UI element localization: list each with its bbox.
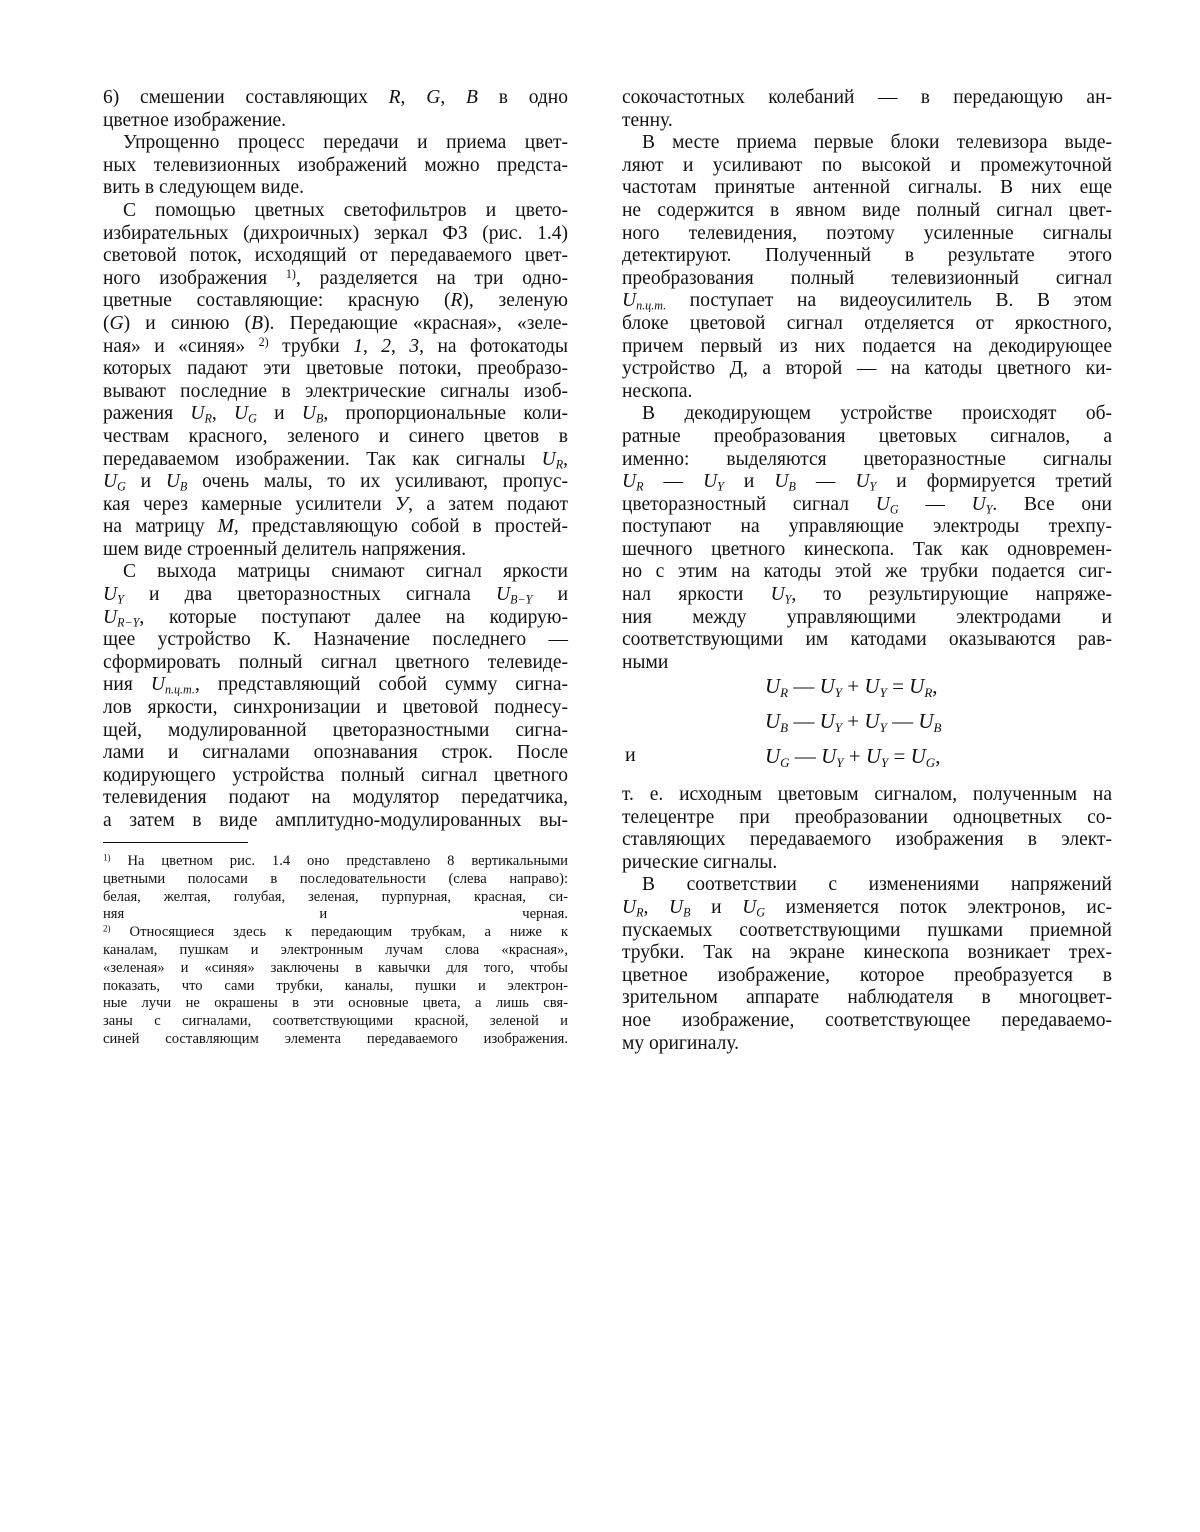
math-symbol: 3: [409, 336, 419, 357]
text-line: соответствующими им катодами оказываются рав-: [622, 629, 1112, 652]
text-line: т. е. исходным цветовым сигналом, полученным на: [622, 784, 1112, 807]
text-line: но с этим на катоды этой же трубки подается сиг-: [622, 561, 1112, 584]
text-line: кодирующего устройства полный сигнал цветного: [103, 765, 568, 788]
text-line: чествам красного, зеленого и синего цветов в: [103, 426, 568, 449]
math-subscript: Y: [986, 502, 993, 516]
text-line: цветное изображение, которое преобразуется в: [622, 965, 1112, 988]
math-subscript: R: [205, 412, 212, 426]
text-line: преобразования полный телевизионный сигнал: [622, 268, 1112, 291]
footnote-ref: 2): [103, 924, 111, 934]
math-symbol: U: [876, 494, 890, 515]
paragraph: [622, 403, 1112, 674]
equation-3: UG — UY + UY = UG,: [765, 744, 940, 769]
text-line: не содержится в явном виде полный сигнал цвет-: [622, 200, 1112, 223]
math-symbol: U: [909, 674, 924, 698]
text-line: пускаемых соответствующими пушками приемной: [622, 920, 1112, 943]
math-symbol: U: [765, 744, 780, 768]
text-line: зрительном аппарате наблюдателя в многоцвет-: [622, 987, 1112, 1010]
math-symbol: U: [864, 709, 879, 733]
math-subscript: R: [780, 685, 788, 700]
paragraph: [103, 87, 568, 132]
text-line: ного изображения 1), разделяется на три одно-: [103, 268, 568, 291]
text-line: вить в следующем виде.: [103, 177, 568, 200]
math-symbol: U: [911, 744, 926, 768]
math-symbol: U: [234, 403, 248, 424]
text-line: ния между управляющими электродами и: [622, 607, 1112, 630]
text-line: UR — UY и UB — UY и формируется третий: [622, 471, 1112, 494]
math-symbol: U: [820, 709, 835, 733]
text-line: передаваемом изображении. Так как сигналы UR,: [103, 449, 568, 472]
footnotes: [103, 853, 568, 1049]
text-line: шечного цветного кинескопа. Так как одновремен-: [622, 539, 1112, 562]
text-line: UR, UB и UG изменяется поток электронов, ис-: [622, 897, 1112, 920]
math-subscript: B: [683, 906, 690, 920]
text-line: показать, что сами трубки, каналы, пушки и электрон-: [103, 978, 568, 996]
text-line: С выхода матрицы снимают сигнал яркости: [103, 561, 568, 584]
math-symbol: U: [703, 471, 717, 492]
text-line: (G) и синюю (B). Передающие «красная», «зеле-: [103, 313, 568, 336]
math-symbol: U: [622, 471, 636, 492]
left-column: [103, 87, 568, 833]
text-line: телецентре при преобразовании одноцветных со-: [622, 807, 1112, 830]
text-line: ляют и усиливают по высокой и промежуточной: [622, 155, 1112, 178]
text-line: ные лучи не окрашены в эти основные цвета, а лишь свя-: [103, 995, 568, 1013]
text-line: UG и UB очень малы, то их усиливают, пропус-: [103, 471, 568, 494]
math-symbol: R: [451, 290, 463, 311]
math-symbol: U: [765, 709, 780, 733]
math-subscript: п.ц.т.: [165, 683, 195, 697]
math-symbol: U: [622, 290, 636, 311]
math-symbol: U: [151, 674, 165, 695]
equation-conjunction: и: [625, 744, 636, 767]
text-line: кая через камерные усилители У, а затем подают: [103, 494, 568, 517]
math-symbol: U: [771, 584, 785, 605]
math-subscript: G: [890, 502, 899, 516]
math-subscript: G: [926, 755, 935, 770]
math-symbol: U: [821, 744, 836, 768]
text-line: «зеленая» и «синяя» заключены в кавычки для того, чтобы: [103, 960, 568, 978]
math-symbol: U: [864, 674, 879, 698]
text-line: устройство Д, а второй — на катоды цветного ки-: [622, 358, 1112, 381]
text-line: няя и черная.: [103, 906, 568, 924]
text-line: которых падают эти цветовые потоки, преобразо-: [103, 358, 568, 381]
math-subscript: R−Y: [117, 615, 139, 629]
math-subscript: Y: [117, 593, 124, 607]
equation-1: UR — UY + UY = UR,: [765, 674, 938, 699]
math-symbol: U: [302, 403, 316, 424]
text-line: избирательных (дихроичных) зеркал ФЗ (рис. 1.4): [103, 223, 568, 246]
text-line: 2) Относящиеся здесь к передающим трубкам, а ниже к: [103, 924, 568, 942]
math-symbol: U: [742, 897, 756, 918]
math-symbol: G: [110, 313, 124, 334]
text-line: нал яркости UY, то результирующие напряже-: [622, 584, 1112, 607]
math-symbol: U: [622, 897, 636, 918]
math-symbol: U: [774, 471, 788, 492]
text-line: причем первый из них подается на декодирующее: [622, 336, 1112, 359]
text-line: ная» и «синяя» 2) трубки 1, 2, 3, на фотокатоды: [103, 336, 568, 359]
math-symbol: 2: [381, 336, 391, 357]
text-line: Упрощенно процесс передачи и приема цвет-: [103, 132, 568, 155]
math-symbol: R: [389, 87, 401, 108]
text-line: вывают последние в электрические сигналы изоб-: [103, 381, 568, 404]
math-subscript: G: [780, 755, 789, 770]
text-line: цветными полосами в последовательности (слева направо):: [103, 871, 568, 889]
text-line: поступают на управляющие электроды трехпу-: [622, 516, 1112, 539]
paragraph: [622, 874, 1112, 1055]
math-subscript: R: [636, 906, 643, 920]
math-subscript: R: [556, 457, 563, 471]
text-line: блоке цветовой сигнал отделяется от яркостного,: [622, 313, 1112, 336]
right-column-top: [622, 87, 1112, 674]
math-symbol: U: [765, 674, 780, 698]
math-symbol: U: [972, 494, 986, 515]
text-line: щей, модулированной цветоразностными сигна-: [103, 720, 568, 743]
text-line: С помощью цветных светофильтров и цвето-: [103, 200, 568, 223]
text-line: ных телевизионных изображений можно предста-: [103, 155, 568, 178]
math-subscript: Y: [870, 480, 877, 494]
math-subscript: G: [248, 412, 257, 426]
math-subscript: B: [780, 720, 788, 735]
text-line: 6) смешении составляющих R, G, B в одно: [103, 87, 568, 110]
text-line: ратные преобразования цветовых сигналов, а: [622, 426, 1112, 449]
text-line: ставляющих передаваемого изображения в элект-: [622, 829, 1112, 852]
math-subscript: Y: [717, 480, 724, 494]
text-line: 1) На цветном рис. 1.4 оно представлено 8 вертикальными: [103, 853, 568, 871]
math-subscript: B: [180, 480, 187, 494]
math-subscript: B: [933, 720, 941, 735]
text-line: ного телевидения, поэтому усиленные сигналы: [622, 223, 1112, 246]
text-line: цветные составляющие: красную (R), зеленую: [103, 290, 568, 313]
text-line: детектируют. Полученный в результате этого: [622, 245, 1112, 268]
text-line: именно: выделяются цветоразностные сигналы: [622, 449, 1112, 472]
text-line: каналам, пушкам и электронным лучам слова «красная»,: [103, 942, 568, 960]
paragraph: [622, 132, 1112, 403]
text-line: щее устройство К. Назначение последнего —: [103, 629, 568, 652]
math-subscript: Y: [880, 720, 887, 735]
text-line: трубки. Так на экране кинескопа возникает трех-: [622, 942, 1112, 965]
text-line: В месте приема первые блоки телевизора выде-: [622, 132, 1112, 155]
footnote-ref: 1): [286, 267, 296, 281]
footnote-ref: 1): [103, 852, 111, 862]
text-line: лов яркости, синхронизации и цветовой поднесу-: [103, 697, 568, 720]
math-symbol: U: [103, 471, 117, 492]
math-subscript: Y: [880, 685, 887, 700]
text-line: му оригиналу.: [622, 1033, 1112, 1056]
footnote-separator: [103, 842, 248, 843]
text-line: цветоразностный сигнал UG — UY. Все они: [622, 494, 1112, 517]
math-subscript: Y: [835, 720, 842, 735]
text-line: ными: [622, 652, 1112, 675]
paragraph: [622, 87, 1112, 132]
paragraph: [622, 784, 1112, 874]
text-line: белая, желтая, голубая, зеленая, пурпурная, красная, си-: [103, 889, 568, 907]
math-symbol: G: [426, 87, 440, 108]
math-symbol: U: [103, 607, 117, 628]
paragraph: [103, 924, 568, 1049]
paragraph: [103, 132, 568, 200]
text-line: лами и сигналами опознавания строк. После: [103, 742, 568, 765]
math-subscript: п.ц.т.: [636, 299, 666, 313]
text-line: ния Uп.ц.т., представляющий собой сумму сигна-: [103, 674, 568, 697]
math-symbol: U: [669, 897, 683, 918]
equation-2: UB — UY + UY — UB: [765, 709, 941, 734]
text-line: ражения UR, UG и UB, пропорциональные коли-: [103, 403, 568, 426]
math-subscript: R: [636, 480, 643, 494]
right-column-bottom: [622, 784, 1112, 1055]
math-subscript: G: [756, 906, 765, 920]
paragraph: [103, 853, 568, 924]
math-symbol: 1: [353, 336, 363, 357]
text-line: а затем в виде амплитудно-модулированных вы-: [103, 810, 568, 833]
math-subscript: Y: [836, 755, 843, 770]
math-symbol: B: [466, 87, 478, 108]
text-line: сокочастотных колебаний — в передающую ан-: [622, 87, 1112, 110]
math-symbol: U: [190, 403, 204, 424]
text-line: цветное изображение.: [103, 110, 568, 133]
math-symbol: U: [918, 709, 933, 733]
text-line: рические сигналы.: [622, 852, 1112, 875]
math-symbol: М: [218, 516, 234, 537]
math-subscript: Y: [835, 685, 842, 700]
math-symbol: U: [866, 744, 881, 768]
math-symbol: U: [855, 471, 869, 492]
text-line: тенну.: [622, 110, 1112, 133]
text-line: UY и два цветоразностных сигнала UB−Y и: [103, 584, 568, 607]
text-line: шем виде строенный делитель напряжения.: [103, 539, 568, 562]
paragraph: [103, 200, 568, 562]
paragraph: [103, 561, 568, 832]
math-subscript: B: [788, 480, 795, 494]
math-subscript: R: [924, 685, 932, 700]
math-subscript: B: [316, 412, 323, 426]
text-line: световой поток, исходящий от передаваемого цвет-: [103, 245, 568, 268]
text-line: телевидения подают на модулятор передатчика,: [103, 787, 568, 810]
text-line: В декодирующем устройстве происходят об-: [622, 403, 1112, 426]
math-symbol: U: [542, 449, 556, 470]
math-subscript: B−Y: [510, 593, 532, 607]
text-line: синей составляющим элемента передаваемого изображения.: [103, 1031, 568, 1049]
math-subscript: Y: [881, 755, 888, 770]
math-symbol: У: [395, 494, 408, 515]
text-line: сформировать полный сигнал цветного телевиде-: [103, 652, 568, 675]
math-symbol: U: [166, 471, 180, 492]
math-symbol: U: [820, 674, 835, 698]
text-line: UR−Y, которые поступают далее на кодирую-: [103, 607, 568, 630]
text-line: частотам принятые антенной сигналы. В них еще: [622, 177, 1112, 200]
math-symbol: B: [251, 313, 263, 334]
text-line: на матрицу М, представляющую собой в простей-: [103, 516, 568, 539]
text-line: заны с сигналами, соответствующими красной, зеленой и: [103, 1013, 568, 1031]
footnote-ref: 2): [259, 335, 269, 349]
text-line: Uп.ц.т. поступает на видеоусилитель В. В этом: [622, 290, 1112, 313]
math-subscript: G: [117, 480, 126, 494]
math-symbol: U: [496, 584, 510, 605]
text-line: ное изображение, соответствующее передаваемо-: [622, 1010, 1112, 1033]
text-line: нескопа.: [622, 381, 1112, 404]
math-symbol: U: [103, 584, 117, 605]
math-subscript: Y: [785, 593, 792, 607]
text-line: В соответствии с изменениями напряжений: [622, 874, 1112, 897]
